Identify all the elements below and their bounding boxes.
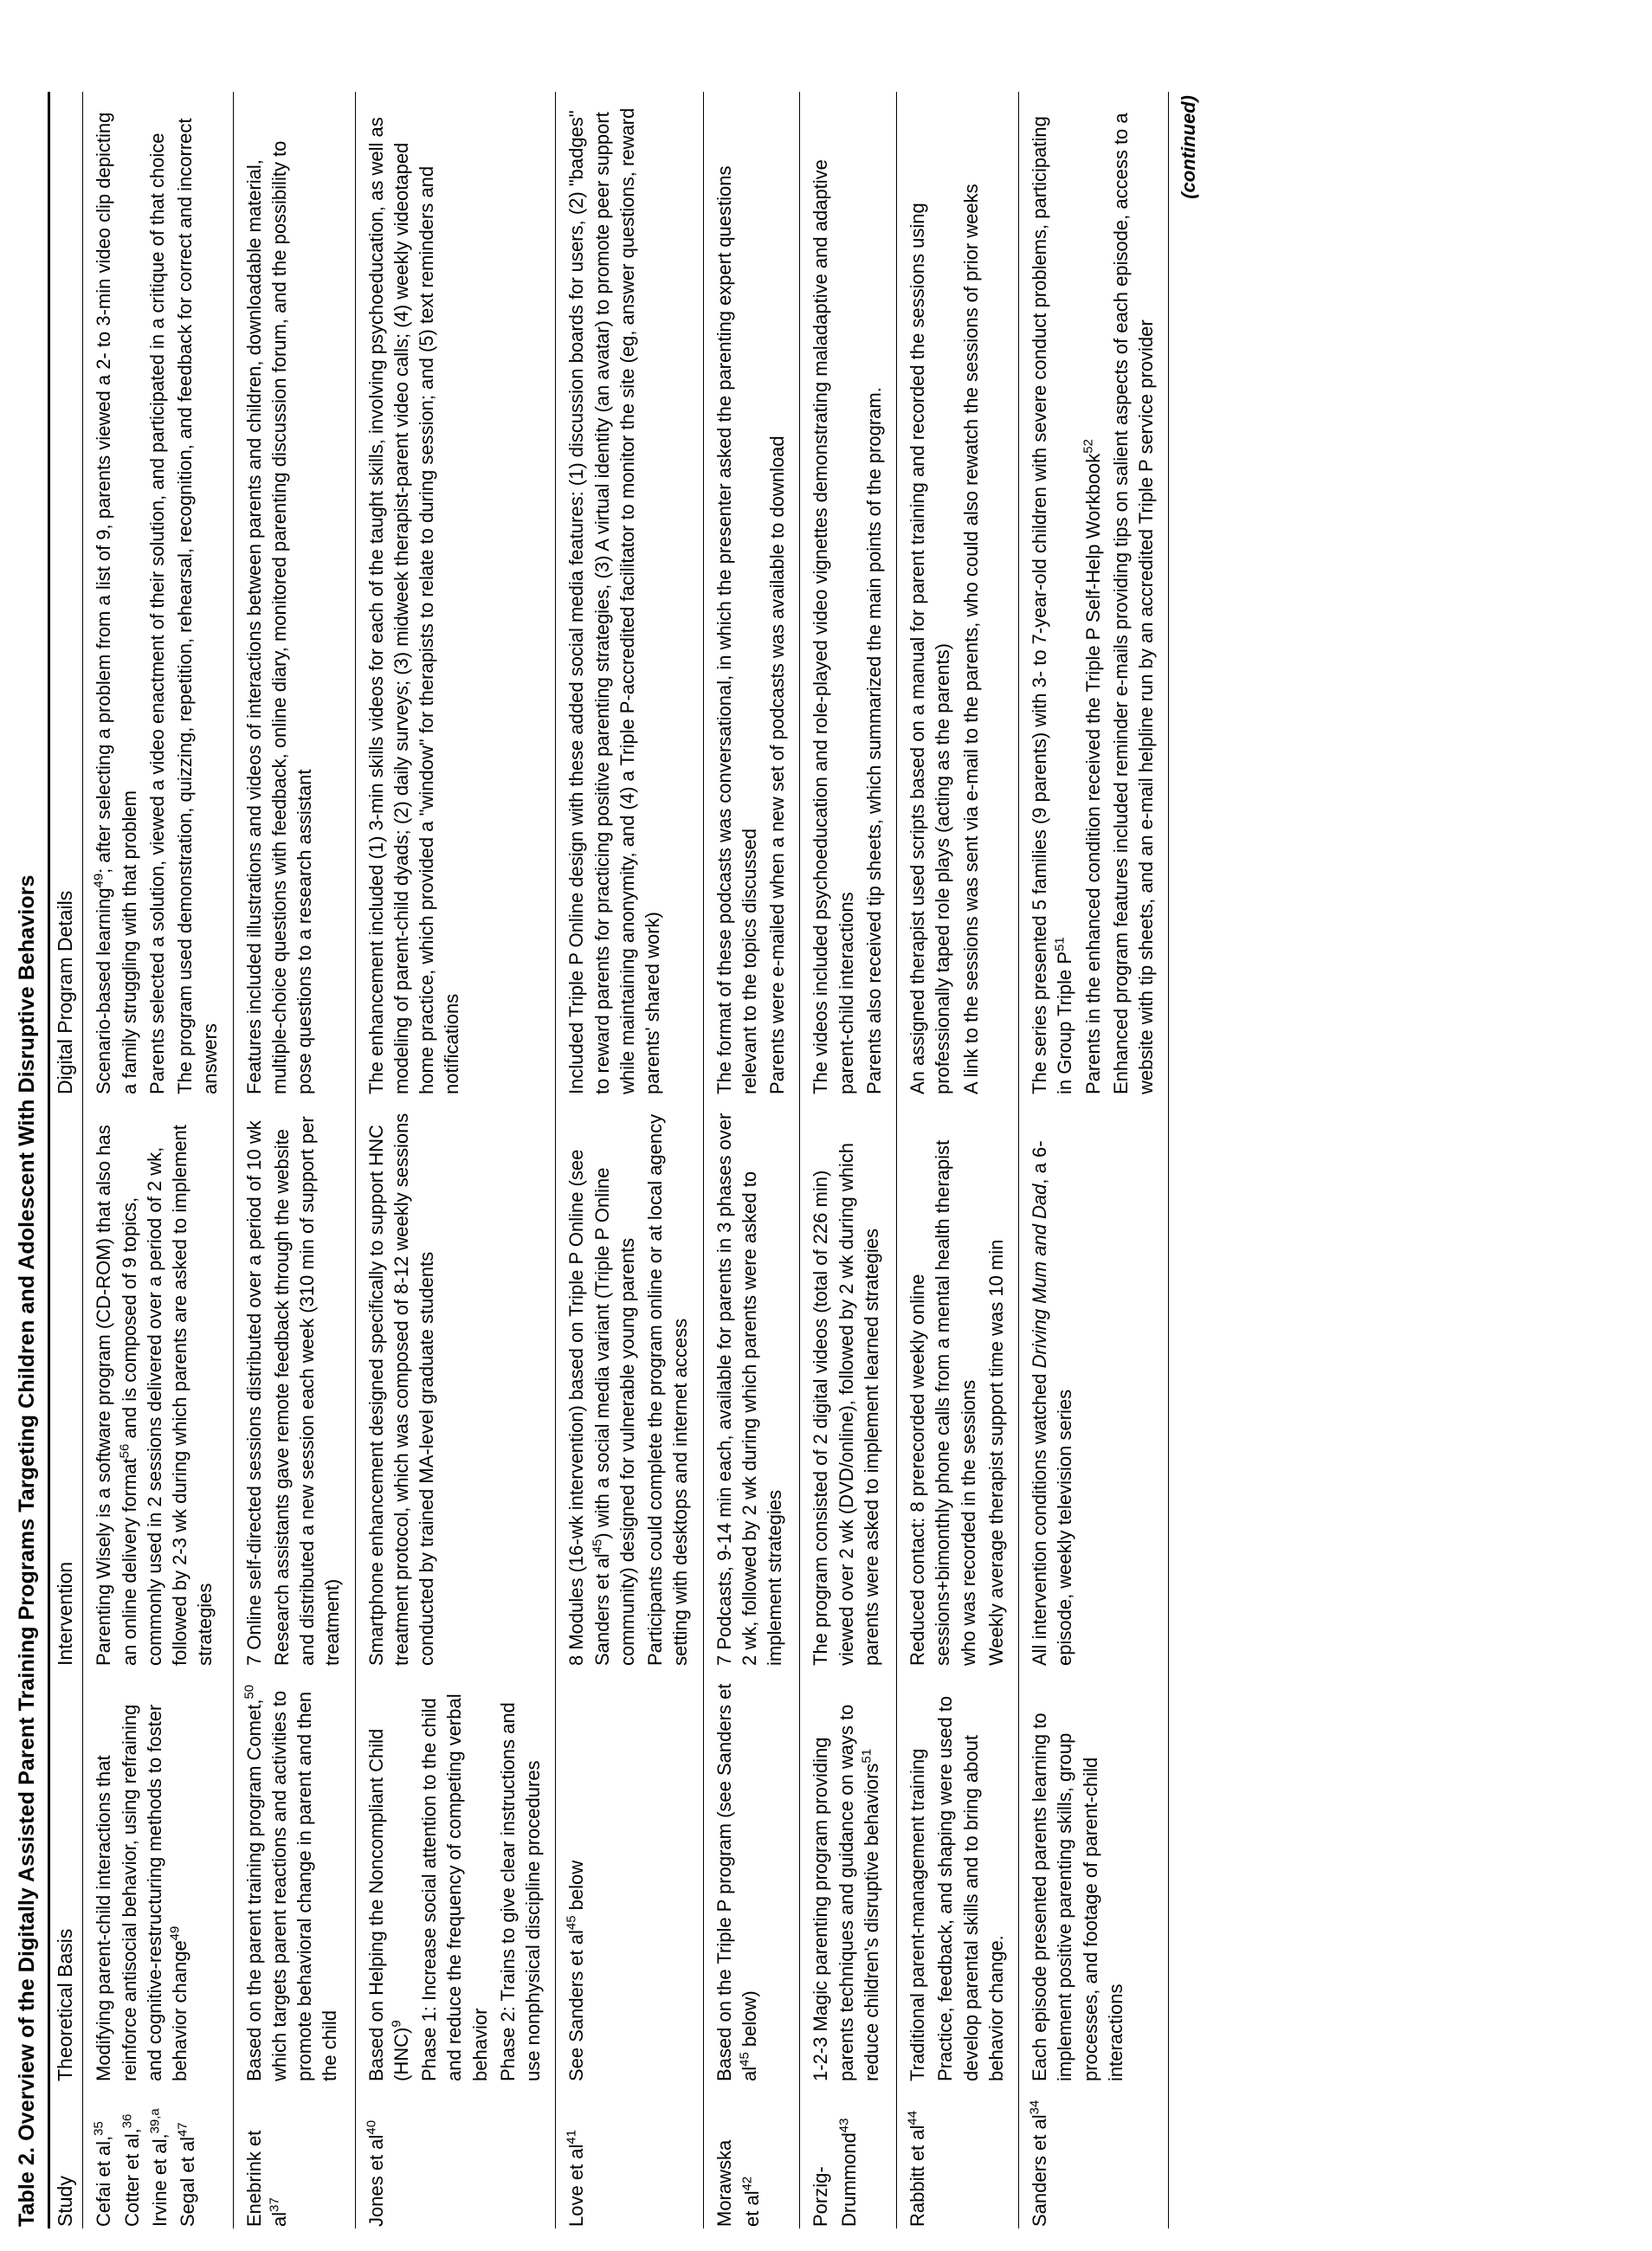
intervention-cell-line: The program consisted of 2 digital videos (total of 226 min) viewed over 2 wk (DVD/online), followed by 2 wk during which parents were asked to implement learned strategies (810, 1142, 882, 1666)
digital-program-details-cell-lines (808, 106, 887, 1094)
table-header-row (49, 92, 83, 2228)
study-cell-lines (364, 2097, 389, 2227)
theoretical-basis-cell-line: Practice, feedback, and shaping were used to develop parental skills and to bring about behavior change. (934, 1695, 1007, 2081)
study-cell (800, 2083, 897, 2228)
intervention-cell (1019, 1096, 1169, 1667)
table-header (49, 92, 83, 2228)
intervention-cell-lines (808, 1110, 884, 1666)
study-cell-lines (1027, 2097, 1052, 2227)
digital-program-details-cell-line: The enhancement included (1) 3-min skills videos for each of the taught skills, involving psychoeducation, as well as modeling of parent-child dyads; (2) daily surveys; (3) midweek therapist-parent video calls; (4) weekly videotaped home practice, which provided a "window" for therapists to relate to during session; and (5) text reminders and notifications (365, 117, 463, 1094)
digital-program-details-cell (83, 92, 233, 1096)
study-cell-lines (242, 2097, 293, 2227)
theoretical-basis-cell-lines (242, 1681, 343, 2081)
digital-program-details-cell-lines (242, 106, 318, 1094)
digital-program-details-cell (800, 92, 897, 1096)
overview-table (48, 92, 1169, 2228)
intervention-cell-lines (905, 1110, 1009, 1666)
digital-program-details-cell-line: Scenario-based learning$^{49}$; after selecting a problem from a list of 9, parents viewed a 2- to 3-min video clip depicting a family struggling with that problem (91, 112, 140, 1094)
table-row (703, 92, 800, 2228)
theoretical-basis-cell-line: Each episode presented parents learning to implement positive parenting skills, group processes, and footage of parent-child interactions (1029, 1712, 1126, 2081)
digital-program-details-cell-line: The series presented 5 families (9 parents) with 3- to 7-year-old children with severe conduct problems, participating in Group Triple $P^{51}$ (1029, 116, 1076, 1094)
column-header-intervention: Intervention (49, 1096, 83, 1667)
theoretical-basis-cell (556, 1667, 703, 2083)
digital-program-details-cell-line: Parents in the enhanced condition received the Triple P Self-Help Workbook$^{52}$ (1081, 439, 1104, 1094)
digital-program-details-cell-lines (91, 106, 223, 1094)
study-cell (897, 2083, 1019, 2228)
theoretical-basis-cell-lines (712, 1681, 763, 2081)
intervention-cell-lines (91, 1110, 217, 1666)
continued-note: (continued) (1178, 95, 1200, 199)
table-row (1019, 92, 1169, 2228)
theoretical-basis-cell-lines (808, 1681, 884, 2081)
digital-program-details-cell-lines (564, 106, 665, 1094)
digital-program-details-cell-lines (712, 106, 791, 1094)
digital-program-details-cell-line: Parents selected a solution, viewed a video enactment of their solution, and participated in a critique of that choice (145, 132, 168, 1094)
intervention-cell-line: Participants could complete the program online or at local agency setting with desktops and internet access (644, 1113, 692, 1666)
intervention-cell (556, 1096, 703, 1667)
study-cell-line: Drummond$^{43}$ (836, 2118, 860, 2227)
digital-program-details-cell-lines (364, 106, 465, 1094)
column-header-study: Study (49, 2083, 83, 2228)
intervention-cell-line: All intervention conditions watched Driving Mum and Dad, a 6-episode, weekly television series (1029, 1140, 1076, 1666)
table-row (556, 92, 703, 2228)
study-cell-line: Porzig- (810, 2166, 832, 2227)
study-cell (355, 2083, 556, 2228)
digital-program-details-cell (1019, 92, 1169, 1096)
study-cell-line: Segal et $al^{47}$ (175, 2122, 198, 2227)
intervention-cell-line: Weekly average therapist support time was 10 min (984, 1239, 1007, 1666)
intervention-cell (233, 1096, 355, 1667)
theoretical-basis-cell (355, 1667, 556, 2083)
intervention-cell (800, 1096, 897, 1667)
intervention-cell-line: Smartphone enhancement designed specifically to support HNC treatment protocol, which was composed of 8-12 weekly sessions conducted by trained MA-level graduate students (365, 1113, 437, 1666)
digital-program-details-cell-line: Parents also received tip sheets, which summarized the main points of the program. (862, 387, 885, 1094)
intervention-cell-lines (564, 1110, 693, 1666)
theoretical-basis-cell-lines (564, 1681, 589, 2081)
table-body (83, 92, 1169, 2228)
study-cell-lines (91, 2097, 200, 2227)
theoretical-basis-cell-lines (91, 1681, 192, 2081)
study-cell-line: Cefai et al,$^{35}$ (91, 2121, 115, 2227)
theoretical-basis-cell-lines (905, 1681, 1009, 2081)
intervention-cell-line: 7 Online self-directed sessions distributed over a period of 10 wk (242, 1120, 265, 1666)
digital-program-details-cell-line: The videos included psychoeducation and role-played video vignettes demonstrating maladaptive and adaptive parent-child interactions (810, 159, 857, 1094)
study-cell-lines (905, 2097, 930, 2227)
study-cell (556, 2083, 703, 2228)
column-header-digital-program-details: Digital Program Details (49, 92, 83, 1096)
study-cell-line: Enebrink et $al^{37}$ (242, 2130, 290, 2227)
intervention-cell (703, 1096, 800, 1667)
theoretical-basis-cell-line: Traditional parent-management training (907, 1748, 928, 2081)
table-row (897, 92, 1019, 2228)
study-cell-line: et $al^{42}$ (739, 2176, 763, 2227)
study-cell (233, 2083, 355, 2228)
table-row (233, 92, 355, 2228)
study-cell (703, 2083, 800, 2228)
intervention-cell-line: Parenting Wisely is a software program (CD-ROM) that also has an online delivery format$^{56}$ and is composed of 9 topics, commonly used in 2 sessions delivered over a period of 2 wk, followed by 2-3 wk during which parents are asked to implement strategies (93, 1125, 216, 1666)
theoretical-basis-cell (233, 1667, 355, 2083)
digital-program-details-cell-lines (1027, 106, 1158, 1094)
table-title: Table 2. Overview of the Digitally Assisted Parent Training Programs Targeting Children and Adolescent With Disruptive Behaviors (15, 874, 39, 2227)
intervention-cell-line: 8 Modules (16-wk intervention) based on Triple P Online (see Sanders et $al^{45}$) with a social media variant (Triple P Online community) designed for vulnerable young parents (565, 1149, 638, 1666)
intervention-cell-lines (1027, 1110, 1078, 1666)
table-row (355, 92, 556, 2228)
digital-program-details-cell (355, 92, 556, 1096)
digital-program-details-cell-line: Included Triple P Online design with these added social media features: (1) discussion boards for users, (2) "badges" to reward parents for practicing positive parenting strategies, (3) A virtual identity (an avatar) to promote peer support while maintaining anonymity, and (4) a Triple P-accredited facilitator to monitor the site (eg, answer questions, reward parents' shared work) (565, 107, 663, 1094)
digital-program-details-cell-line: Features included illustrations and videos of interactions between parents and children, downloadable material, multiple-choice questions with feedback, online diary, monitored parenting discussion forum, and the possibility to pose questions to a research assistant (242, 140, 315, 1094)
intervention-cell-line: Reduced contact: 8 prerecorded weekly online sessions+bimonthly phone calls from a mental health therapist who was recorded in the sessions (907, 1139, 979, 1666)
column-header-theoretical-basis: Theoretical Basis (49, 1667, 83, 2083)
theoretical-basis-cell-line: Based on Helping the Noncompliant Child (HNC)$^9$ (365, 1728, 412, 2081)
theoretical-basis-cell-lines (364, 1681, 546, 2081)
intervention-cell-lines (364, 1110, 440, 1666)
study-cell (1019, 2083, 1169, 2228)
intervention-cell (83, 1096, 233, 1667)
intervention-cell (897, 1096, 1019, 1667)
intervention-cell-line: 7 Podcasts, 9-14 min each, available for parents in 3 phases over 2 wk, followed by 2 wk during which parents were asked to implement strategies (713, 1113, 785, 1666)
digital-program-details-cell (556, 92, 703, 1096)
study-cell-line: Cotter et al,$^{36}$ (119, 2113, 143, 2227)
intervention-cell-line: Research assistants gave remote feedback through the website and distributed a new session each week (310 min of support per treatment) (270, 1116, 344, 1666)
study-cell-line: Sanders et $al^{34}$ (1027, 2099, 1050, 2227)
digital-program-details-cell (233, 92, 355, 1096)
theoretical-basis-cell (703, 1667, 800, 2083)
theoretical-basis-cell-line: 1-2-3 Magic parenting program providing parents techniques and guidance on ways to reduce children's disruptive behaviors$^{51}$ (810, 1704, 882, 2081)
theoretical-basis-cell-line: Based on the Triple P program (see Sanders et $al^{45}$ below) (713, 1683, 760, 2081)
theoretical-basis-cell (800, 1667, 897, 2083)
theoretical-basis-cell (897, 1667, 1019, 2083)
study-cell-line: Rabbitt et $al^{44}$ (905, 2110, 928, 2227)
study-cell-lines (712, 2097, 765, 2227)
theoretical-basis-cell-line: Phase 1: Increase social attention to the child and reduce the frequency of competing verbal behavior (418, 1693, 491, 2081)
digital-program-details-cell-line: An assigned therapist used scripts based on a manual for parent training and recorded the sessions using professionally taped role plays (acting as the parents) (907, 203, 954, 1094)
study-cell-lines (808, 2097, 861, 2227)
study-cell-line: Love et $al^{41}$ (564, 2129, 588, 2227)
theoretical-basis-cell-line: See Sanders et $al^{45}$ below (564, 1860, 588, 2081)
digital-program-details-cell-lines (905, 106, 984, 1094)
digital-program-details-cell-line: A link to the sessions was sent via e-mail to the parents, who could also rewatch the sessions of prior weeks (959, 184, 982, 1094)
theoretical-basis-cell-line: Phase 2: Trains to give clear instructions and use nonphysical discipline procedures (496, 1702, 544, 2081)
theoretical-basis-cell (1019, 1667, 1169, 2083)
digital-program-details-cell-line: The program used demonstration, quizzing, repetition, rehearsal, recognition, and feedback for correct and incorrect answers (174, 118, 222, 1094)
theoretical-basis-cell-lines (1027, 1681, 1128, 2081)
intervention-cell-lines (242, 1110, 345, 1666)
digital-program-details-cell (703, 92, 800, 1096)
table-block (0, 69, 1209, 2251)
theoretical-basis-cell-line: Based on the parent training program Comet,$^{50}$ which targets parent reactions and activities to promote behavioral change in parent and then the child (242, 1684, 341, 2081)
theoretical-basis-cell (83, 1667, 233, 2083)
intervention-cell-lines (712, 1110, 788, 1666)
study-cell (83, 2083, 233, 2228)
table-row (83, 92, 233, 2228)
digital-program-details-cell-line: The format of these podcasts was conversational, in which the presenter asked the parenting expert questions relevant to the topics discussed (713, 165, 760, 1094)
study-cell-line: Irvine et al,$^{39,a}$ (147, 2108, 171, 2227)
study-cell-lines (564, 2097, 589, 2227)
rotated-table-container (0, 69, 1567, 2251)
digital-program-details-cell (897, 92, 1019, 1096)
study-cell-line: Jones et $al^{40}$ (364, 2119, 387, 2227)
study-cell-line: Morawska (713, 2139, 735, 2227)
digital-program-details-cell-line: Enhanced program features included reminder e-mails providing tips on salient aspects of each episode, access to a website with tip sheets, and an e-mail helpline run by an accredited Triple P service provider (1109, 113, 1157, 1094)
intervention-cell (355, 1096, 556, 1667)
theoretical-basis-cell-line: Modifying parent-child interactions that reinforce antisocial behavior, using refraining and cognitive-restructuring methods to foster behavior change$^{49}$ (93, 1704, 190, 2081)
table-row (800, 92, 897, 2228)
digital-program-details-cell-line: Parents were e-mailed when a new set of podcasts was available to download (766, 435, 788, 1094)
